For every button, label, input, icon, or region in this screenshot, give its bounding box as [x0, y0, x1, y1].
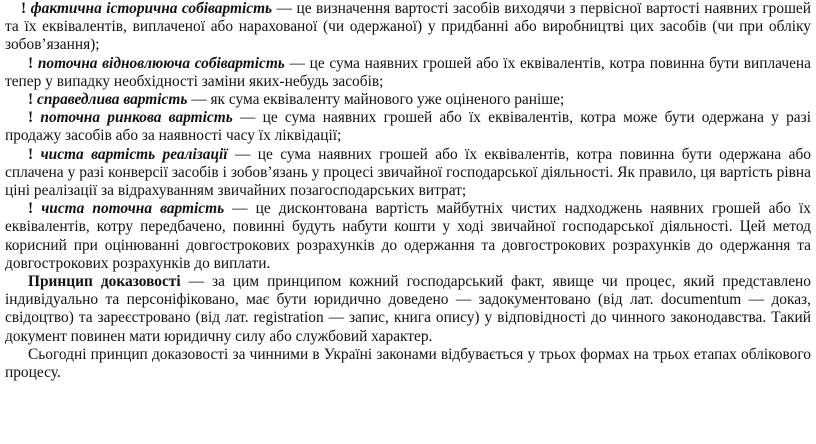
definition-text: — це сума наявних грошей або їх еквівалентів, котра повинна бути одержана або сплачена у разі конверсії засобів і зобов’язань у процесі звичайної господарської діяльності. Як правило, ця вартість рівна ціні реалізації за відрахуванням звичайних позагосподарських витрат; [5, 145, 811, 200]
paragraph-closing [5, 346, 811, 382]
term-net-realizable-value: чиста вартість реалізації [40, 145, 228, 163]
paragraph-net-present-value [5, 200, 811, 273]
definition-text: — це визначення вартості засобів виходячи з первісної вартості наявних грошей та їх еквівалентів, виплаченої або нарахованої (чи одержаної) у придбанні або виробництві цих засобів (чи при обліку зобов’язання); [5, 0, 811, 54]
term-historical-cost: фактична історична собівартість [30, 0, 273, 17]
term-fair-value: справедлива вартість [37, 91, 188, 109]
definition-text: — це сума наявних грошей або їх еквівалентів, котра повинна бути виплачена тепер у випадку необхідності заміни яких-небудь засобів; [5, 54, 811, 90]
term-market-value: поточна ринкова вартість [40, 109, 233, 127]
term-net-present-value: чиста поточна вартість [41, 200, 225, 218]
body-text: Сьогодні принцип доказовості за чинними в Україні законами відбувається у трьох формах на трьох етапах облікового процесу. [5, 345, 811, 382]
definition-text: — це дисконтована вартість майбутніх чистих надходжень наявних грошей або їх еквівалентів, котру передбачено, повинні будуть набути кошти у ході звичайної господарської діяльності. Цей метод корисний при оцінюванні довгострокових розрахунків до одержання та довгострокових розрахунків до одержання та довгострокових розрахунків до виплати. [5, 200, 811, 272]
definition-text: — це сума наявних грошей або їх еквівалентів, котра може бути одержана у разі продажу засобів або за наявності часу їх ліквідації; [5, 109, 811, 145]
term-replacement-cost: поточна відновлююча собівартість [37, 54, 285, 72]
definition-text: — за цим принципом кожний господарський факт, явище чи процес, який представлено індивідуально та персоніфіковано, має бути юридично доведено — задокументовано (від лат. documentum — доказ, свідоцтво) та зареєстровано (від лат. registration — запис, книга опису) у відповідності до чинного законодавства. Такий документ повинен мати юридичну силу або службовий характер. [5, 273, 811, 345]
exclamation-marker: ! [21, 0, 27, 17]
exclamation-marker: ! [28, 145, 34, 163]
exclamation-marker: ! [28, 109, 34, 127]
definition-text: — як сума еквіваленту майнового уже оціненого раніше; [187, 91, 565, 109]
paragraph-replacement-cost [5, 55, 811, 91]
term-evidence-principle: Принцип доказовості [28, 273, 181, 291]
exclamation-marker: ! [28, 91, 34, 109]
paragraph-fair-value [5, 91, 811, 109]
exclamation-marker: ! [28, 54, 34, 72]
paragraph-historical-cost [5, 0, 811, 55]
paragraph-market-value [5, 109, 811, 145]
paragraph-evidence-principle [5, 273, 811, 346]
exclamation-marker: ! [28, 200, 34, 218]
paragraph-net-realizable-value [5, 146, 811, 201]
